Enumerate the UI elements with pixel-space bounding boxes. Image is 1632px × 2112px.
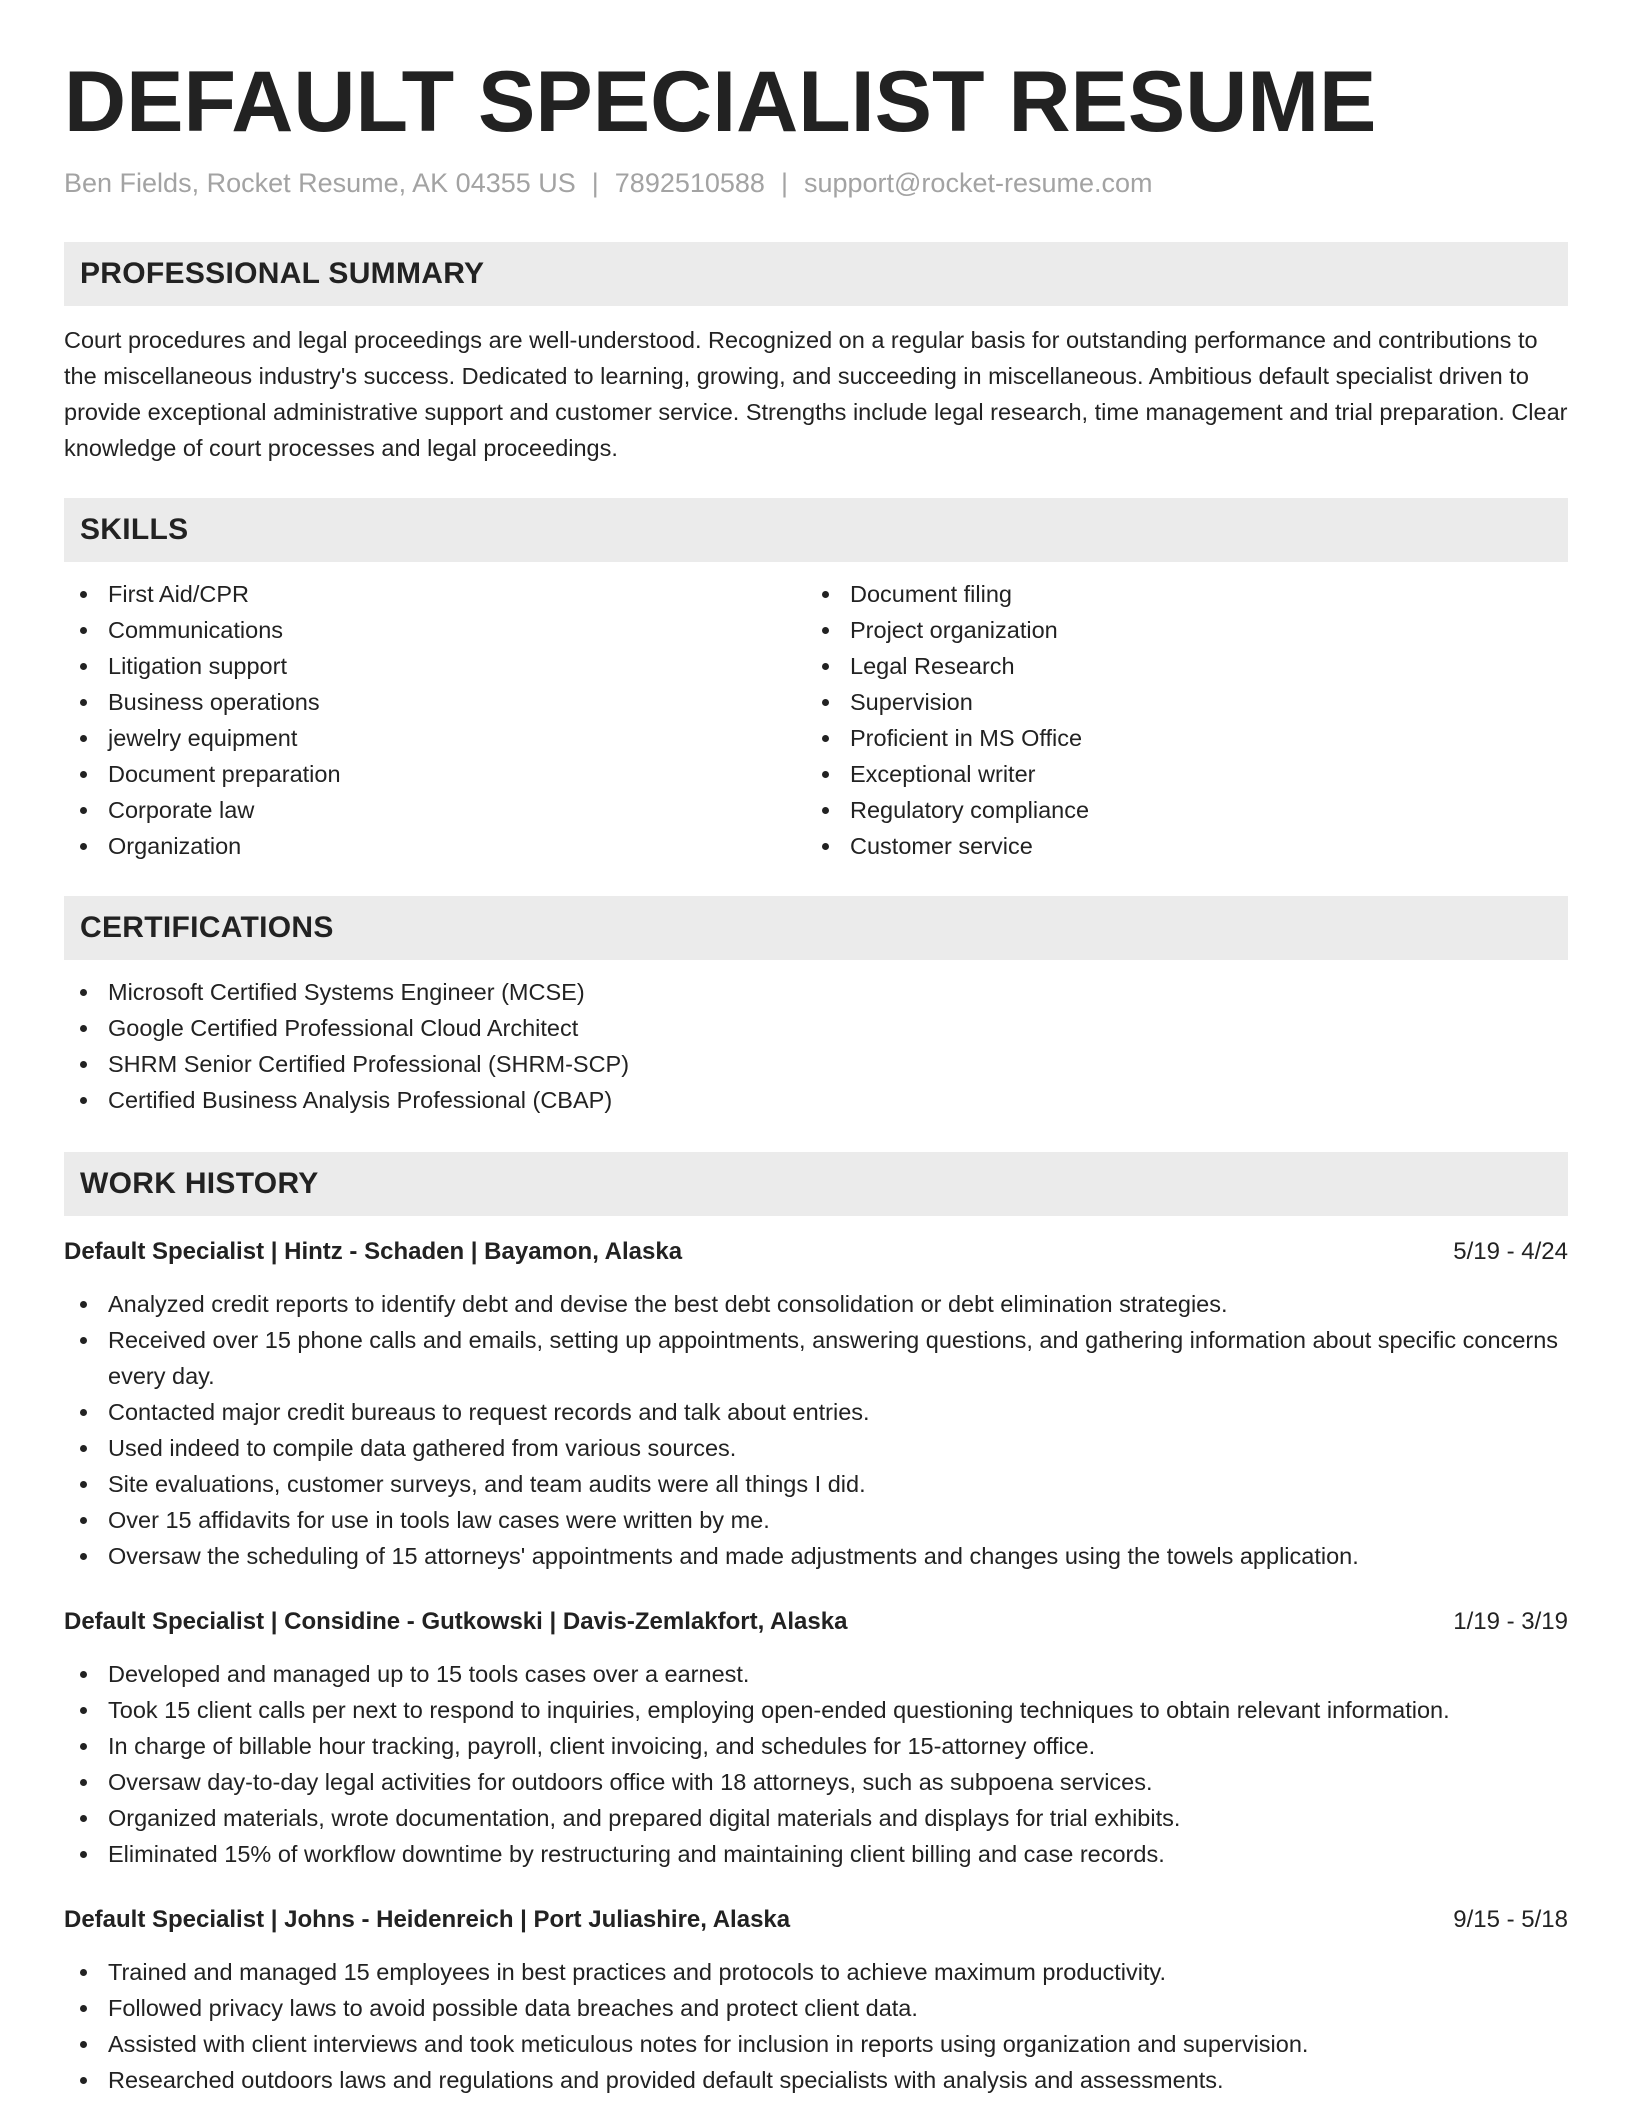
skill-item: Organization [64,828,806,864]
job-bullet: Over 15 affidavits for use in tools law cases were written by me. [64,1502,1568,1538]
job-bullet: In charge of billable hour tracking, payroll, client invoicing, and schedules for 15-attorney office. [64,1728,1568,1764]
skills-columns [64,576,1568,864]
job-dates: 9/15 - 5/18 [1453,1906,1568,1933]
skill-item: jewelry equipment [64,720,806,756]
job-header [64,1604,1568,1640]
skill-item: Communications [64,612,806,648]
job-bullet: Followed privacy laws to avoid possible data breaches and protect client data. [64,1990,1568,2026]
work-history-section-header [64,1152,1568,1216]
contact-line [64,166,1568,200]
skill-item: Exceptional writer [806,756,1568,792]
certification-item: Google Certified Professional Cloud Architect [64,1010,1568,1046]
job-bullet: Site evaluations, customer surveys, and team audits were all things I did. [64,1466,1568,1502]
certifications-heading: CERTIFICATIONS [80,911,334,944]
job-title: Default Specialist | Hintz - Schaden | Bayamon, Alaska [64,1238,683,1265]
job-bullet: Organized materials, wrote documentation, and prepared digital materials and displays for trial exhibits. [64,1800,1568,1836]
job-bullet: Eliminated 15% of workflow downtime by restructuring and maintaining client billing and case records. [64,1836,1568,1872]
job-bullet: Contacted major credit bureaus to request records and talk about entries. [64,1394,1568,1430]
skills-section-header [64,498,1568,562]
job-bullet: Developed and managed up to 15 tools cases over a earnest. [64,1656,1568,1692]
contact-separator: | [780,168,788,198]
contact-separator: | [591,168,599,198]
certification-item: Microsoft Certified Systems Engineer (MCSE) [64,974,1568,1010]
job-bullets [64,1656,1568,1872]
skill-item: First Aid/CPR [64,576,806,612]
contact-address: Ben Fields, Rocket Resume, AK 04355 US [64,168,576,198]
job-bullet: Took 15 client calls per next to respond to inquiries, employing open-ended questioning techniques to obtain relevant information. [64,1692,1568,1728]
skill-item: Document filing [806,576,1568,612]
job-bullets [64,1954,1568,2098]
job-dates: 5/19 - 4/24 [1453,1238,1568,1265]
job-bullet: Researched outdoors laws and regulations and provided default specialists with analysis and assessments. [64,2062,1568,2098]
skill-item: Project organization [806,612,1568,648]
job-bullet: Analyzed credit reports to identify debt and devise the best debt consolidation or debt elimination strategies. [64,1286,1568,1322]
job-bullets [64,1286,1568,1574]
job-title: Default Specialist | Considine - Gutkowski | Davis-Zemlakfort, Alaska [64,1608,848,1635]
summary-text: Court procedures and legal proceedings are well-understood. Recognized on a regular basis for outstanding performance and contributions to the miscellaneous industry's success. Dedicated to learning, growing, and succeeding in miscellaneous. Ambitious default specialist driven to provide exceptional administrative support and customer service. Strengths include legal research, time management and trial preparation. Clear knowledge of court processes and legal proceedings. [64,327,1568,461]
skill-item: Litigation support [64,648,806,684]
resume-title: DEFAULT SPECIALIST RESUME [64,54,1377,150]
skill-item: Business operations [64,684,806,720]
skill-item: Proficient in MS Office [806,720,1568,756]
job-bullet: Assisted with client interviews and took meticulous notes for inclusion in reports using organization and supervision. [64,2026,1568,2062]
certification-item: SHRM Senior Certified Professional (SHRM-SCP) [64,1046,1568,1082]
job-title: Default Specialist | Johns - Heidenreich | Port Juliashire, Alaska [64,1906,791,1933]
job-header [64,1234,1568,1270]
skill-item: Regulatory compliance [806,792,1568,828]
skill-item: Document preparation [64,756,806,792]
job-entry [64,1902,1568,2098]
job-dates: 1/19 - 3/19 [1453,1608,1568,1635]
job-bullet: Trained and managed 15 employees in best practices and protocols to achieve maximum productivity. [64,1954,1568,1990]
job-header [64,1902,1568,1938]
certifications-section-header [64,896,1568,960]
certifications-list [64,974,1568,1118]
job-bullet: Received over 15 phone calls and emails, setting up appointments, answering questions, and gathering information about specific concerns every day. [64,1322,1568,1394]
skills-heading: SKILLS [80,513,189,546]
skill-item: Customer service [806,828,1568,864]
skill-item: Supervision [806,684,1568,720]
certification-item: Certified Business Analysis Professional (CBAP) [64,1082,1568,1118]
summary-heading: PROFESSIONAL SUMMARY [80,257,485,290]
skills-list-left [64,576,806,864]
contact-email: support@rocket-resume.com [803,168,1153,198]
skill-item: Corporate law [64,792,806,828]
skills-list-right [806,576,1568,864]
skill-item: Legal Research [806,648,1568,684]
job-entry [64,1604,1568,1872]
work-history-heading: WORK HISTORY [80,1167,319,1200]
job-bullet: Used indeed to compile data gathered from various sources. [64,1430,1568,1466]
job-entry [64,1234,1568,1574]
summary-section-header [64,242,1568,306]
contact-phone: 7892510588 [614,168,765,198]
job-bullet: Oversaw the scheduling of 15 attorneys' appointments and made adjustments and changes using the towels application. [64,1538,1568,1574]
job-bullet: Oversaw day-to-day legal activities for outdoors office with 18 attorneys, such as subpoena services. [64,1764,1568,1800]
